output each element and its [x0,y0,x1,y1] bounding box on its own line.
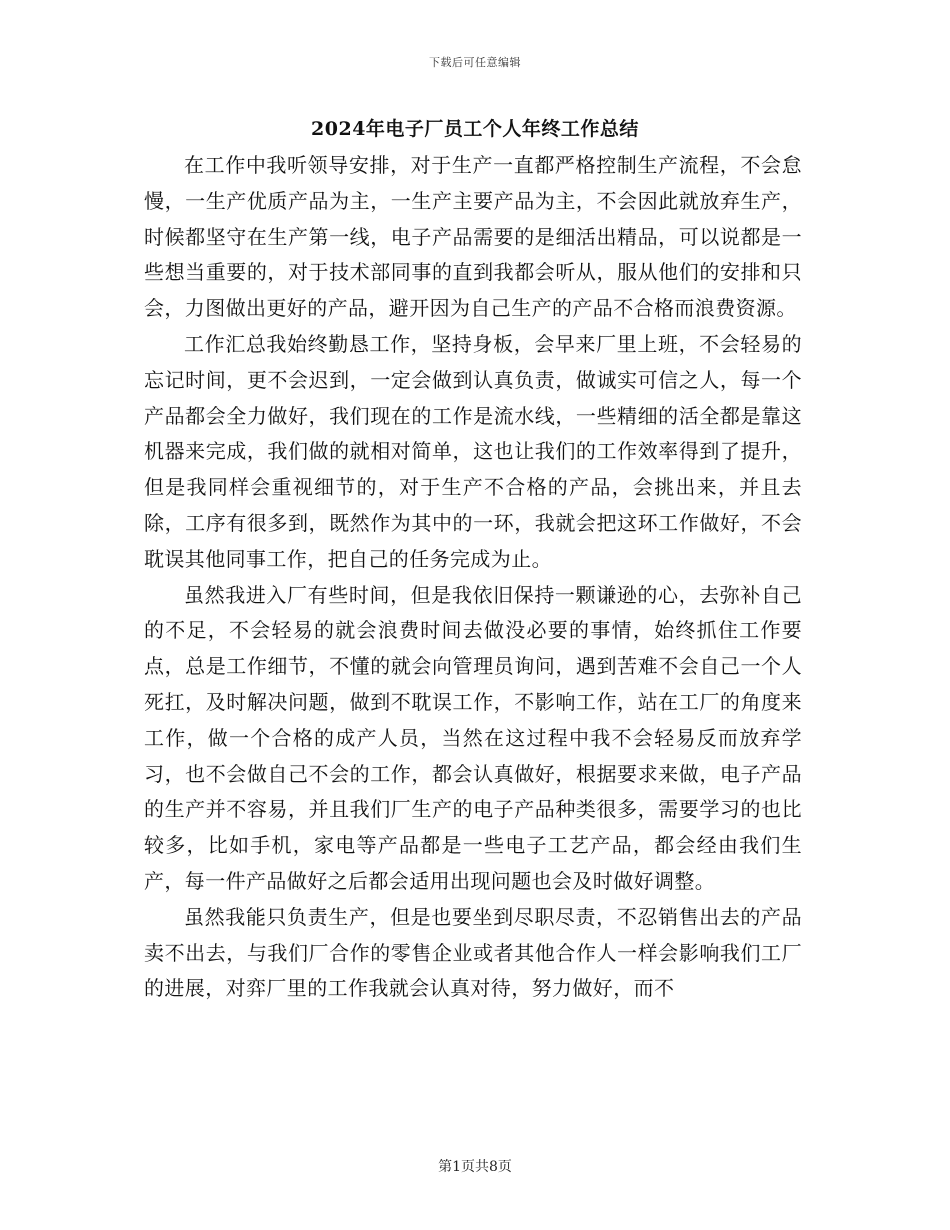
document-body [144,148,802,1007]
page-footer: 第1页共8页 [438,1159,512,1175]
header-note: 下载后可任意编辑 [429,56,521,69]
paragraph: 工作汇总我始终勤恳工作，坚持身板，会早来厂里上班，不会轻易的忘记时间，更不会迟到，一定会做到认真负责，做诚实可信之人，每一个产品都会全力做好，我们现在的工作是流水线，一些精细的活全都是靠这机器来完成，我们做的就相对简单，这也让我们的工作效率得到了提升，但是我同样会重视细节的，对于生产不合格的产品，会挑出来，并且去除，工序有很多到，既然作为其中的一环，我就会把这环工作做好，不会耽误其他同事工作，把自己的任务完成为止。 [144,331,802,571]
document-title: 2024年电子厂员工个人年终工作总结 [311,118,639,140]
paragraph: 在工作中我听领导安排，对于生产一直都严格控制生产流程，不会怠慢，一生产优质产品为主，一生产主要产品为主，不会因此就放弃生产，时候都坚守在生产第一线，电子产品需要的是细活出精品，可以说都是一些想当重要的，对于技术部同事的直到我都会听从，服从他们的安排和只会，力图做出更好的产品，避开因为自己生产的产品不合格而浪费资源。 [144,153,802,321]
paragraph: 虽然我能只负责生产，但是也要坐到尽职尽责，不忍销售出去的产品卖不出去，与我们厂合作的零售企业或者其他合作人一样会影响我们工厂的进展，对弈厂里的工作我就会认真对待，努力做好，而不 [144,904,802,1001]
paragraph: 虽然我进入厂有些时间，但是我依旧保持一颗谦逊的心，去弥补自己的不足，不会轻易的就会浪费时间去做没必要的事情，始终抓住工作要点，总是工作细节，不懂的就会向管理员询问，遇到苦难不会自己一个人死扛，及时解决问题，做到不耽误工作，不影响工作，站在工厂的角度来工作，做一个合格的成产人员，当然在这过程中我不会轻易反而放弃学习，也不会做自己不会的工作，都会认真做好，根据要求来做，电子产品的生产并不容易，并且我们厂生产的电子产品种类很多，需要学习的也比较多，比如手机，家电等产品都是一些电子工艺产品，都会经由我们生产，每一件产品做好之后都会适用出现问题也会及时做好调整。 [144,582,802,893]
